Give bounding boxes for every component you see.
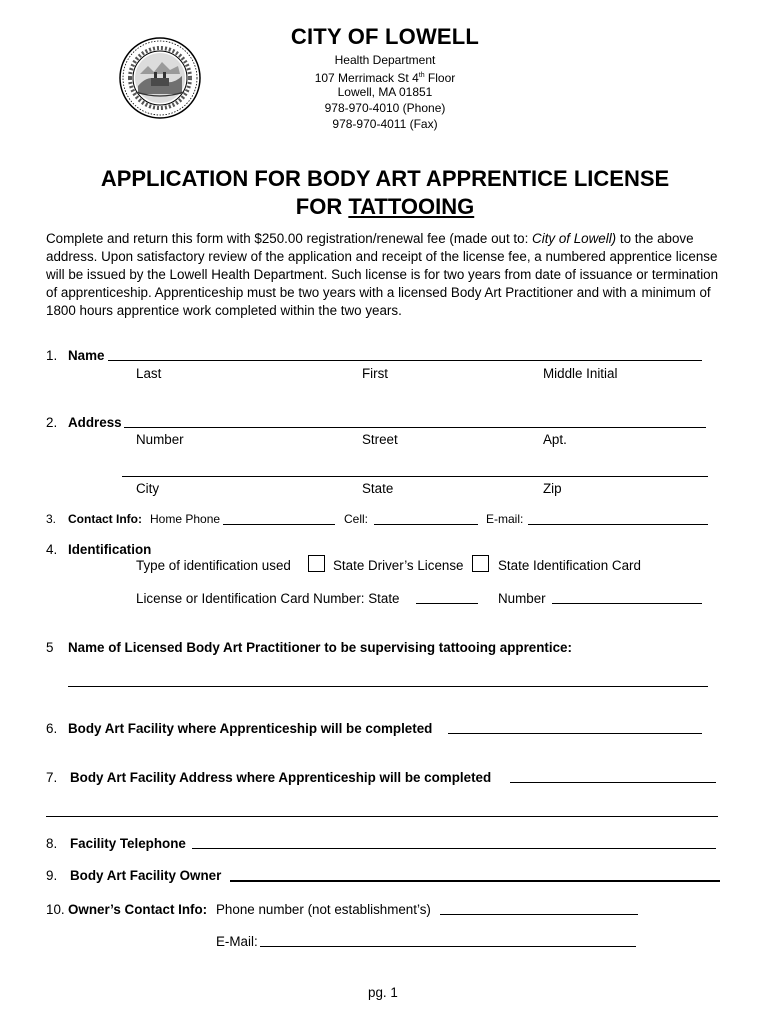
state-id-card-checkbox[interactable] [472, 555, 489, 572]
facility-input-line[interactable] [448, 733, 702, 734]
field-number-name: 1. [46, 348, 58, 363]
address-sub-apt: Apt. [543, 432, 567, 447]
card-number-label: Number [498, 591, 546, 606]
name-sub-middle-initial: Middle Initial [543, 366, 618, 381]
facility-telephone-input-line[interactable] [192, 848, 716, 849]
page-number: pg. 1 [368, 985, 398, 1000]
street-address: 107 Merrimack St 4th Floor [314, 71, 456, 85]
identification-label: Identification [68, 542, 152, 557]
home-phone-input-line[interactable] [223, 524, 335, 525]
owner-contact-label: Owner’s Contact Info: [68, 902, 208, 917]
field-number-owner-contact: 10. [46, 902, 65, 917]
address-sub-zip: Zip [543, 481, 562, 496]
instructions-paragraph: Complete and return this form with $250.00 registration/renewal fee (made out to: City of Lowell) to the above address. Upon satisfactory review of the application and receipt of the license fee, a numbered apprentice license will be issued by the Lowell Health Department. Such license is for two years from date of issuance or termination of apprenticeship. Apprenticeship must be two years with a licensed Body Art Practitioner and with a minimum of 1800 hours apprentice work completed within the two years. [46, 231, 719, 318]
field-number-facility-address: 7. [46, 770, 58, 785]
drivers-license-checkbox[interactable] [308, 555, 325, 572]
field-number-contact: 3. [46, 512, 57, 526]
home-phone-label: Home Phone [150, 512, 221, 526]
practitioner-label: Name of Licensed Body Art Practitioner to be supervising tattooing apprentice: [68, 640, 572, 655]
address-sub-street: Street [362, 432, 398, 447]
name-input-line[interactable] [108, 360, 702, 361]
field-number-practitioner: 5 [46, 640, 54, 655]
name-label: Name [68, 348, 105, 363]
facility-telephone-label: Facility Telephone [70, 836, 186, 851]
address-sub-state: State [362, 481, 394, 496]
facility-address-input-line-2[interactable] [46, 816, 718, 817]
department: Health Department [334, 53, 436, 67]
facility-owner-input-line[interactable] [230, 880, 720, 882]
name-sub-last: Last [136, 366, 162, 381]
city-name: CITY OF LOWELL [290, 24, 480, 49]
form-title-line2: FOR TATTOOING [295, 194, 475, 219]
owner-email-label: E-Mail: [216, 934, 258, 949]
address-label: Address [68, 415, 122, 430]
owner-email-input-line[interactable] [260, 946, 636, 947]
fax-number: 978-970-4011 (Fax) [332, 117, 438, 131]
address-sub-number: Number [136, 432, 184, 447]
field-number-facility-owner: 9. [46, 868, 58, 883]
contact-info-label: Contact Info: [68, 512, 142, 526]
drivers-license-option: State Driver’s License [333, 558, 464, 573]
city-state-zip: Lowell, MA 01851 [337, 85, 433, 99]
phone-number: 978-970-4010 (Phone) [324, 101, 446, 115]
id-type-label: Type of identification used [136, 558, 291, 573]
practitioner-input-line[interactable] [68, 686, 708, 687]
cell-input-line[interactable] [374, 524, 478, 525]
field-number-identification: 4. [46, 542, 58, 557]
card-number-input-line[interactable] [552, 603, 702, 604]
name-sub-first: First [362, 366, 389, 381]
owner-phone-label: Phone number (not establishment’s) [216, 902, 431, 917]
field-number-address: 2. [46, 415, 58, 430]
field-number-facility-phone: 8. [46, 836, 58, 851]
card-number-state-label: License or Identification Card Number: State [136, 591, 400, 606]
facility-address-label: Body Art Facility Address where Apprenticeship will be completed [70, 770, 492, 785]
owner-phone-input-line[interactable] [440, 914, 638, 915]
email-label: E-mail: [486, 512, 524, 526]
address-sub-city: City [136, 481, 160, 496]
facility-label: Body Art Facility where Apprenticeship will be completed [68, 721, 433, 736]
form-title-line1: APPLICATION FOR BODY ART APPRENTICE LICENSE [100, 166, 670, 191]
card-state-input-line[interactable] [416, 603, 478, 604]
facility-address-input-line[interactable] [510, 782, 716, 783]
email-input-line[interactable] [528, 524, 708, 525]
state-id-card-option: State Identification Card [498, 558, 641, 573]
facility-owner-label: Body Art Facility Owner [70, 868, 222, 883]
address-input-line[interactable] [124, 427, 706, 428]
address-city-input-line[interactable] [122, 476, 708, 477]
cell-label: Cell: [344, 512, 369, 526]
field-number-facility: 6. [46, 721, 58, 736]
